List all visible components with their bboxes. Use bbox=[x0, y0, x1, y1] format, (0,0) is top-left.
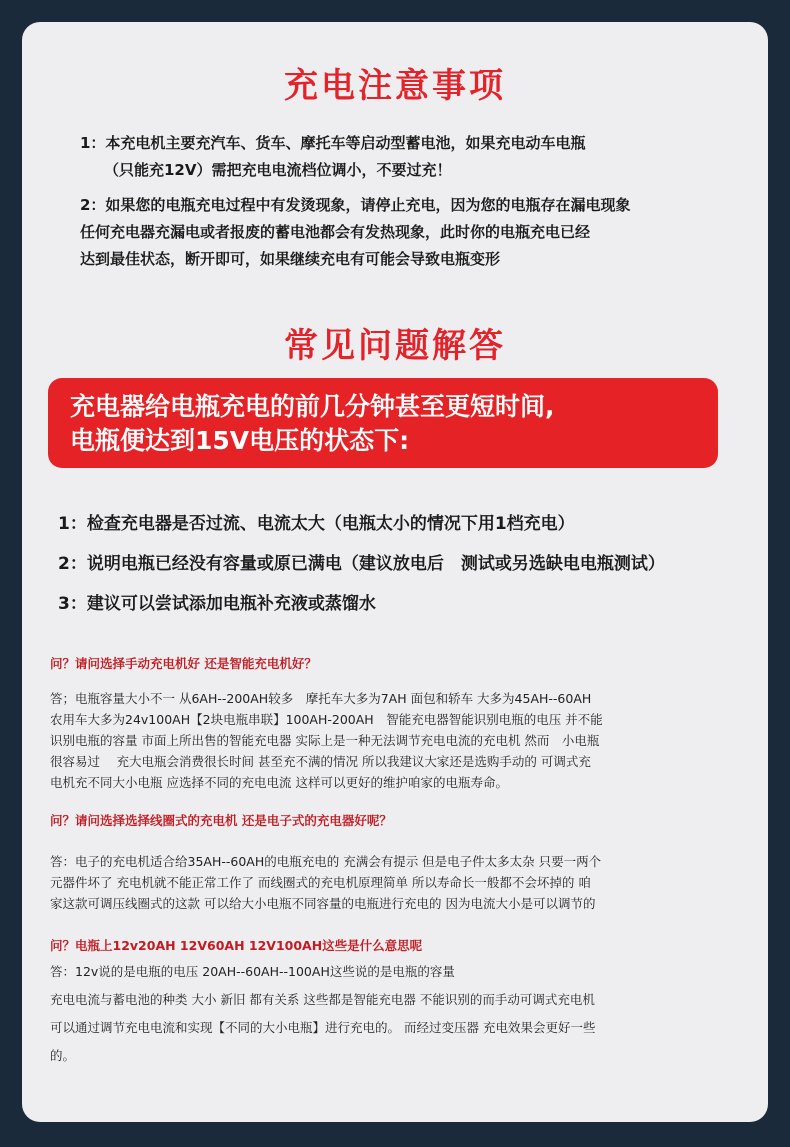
faq-question-2: 问？请问选择选择线圈式的充电机 还是电子式的充电器好呢？ bbox=[50, 813, 392, 828]
note-2-line-2: 任何充电器充漏电或者报废的蓄电池都会有发热现象，此时你的电瓶充电已经 bbox=[80, 223, 591, 241]
note-1-line-1: 1：本充电机主要充汽车、货车、摩托车等启动型蓄电池，如果充电动车电瓶 bbox=[80, 134, 586, 152]
faq-question-3: 问？电瓶上12v20AH 12V60AH 12V100AH这些是什么意思呢 bbox=[50, 938, 423, 953]
section-title-notes: 充电注意事项 bbox=[284, 66, 506, 106]
content-card bbox=[22, 22, 768, 1122]
faq-answer-3-line-2: 充电电流与蓄电池的种类 大小 新旧 都有关系 这些都是智能充电器 不能识别的而手动可调式充电机 bbox=[50, 992, 595, 1007]
check-item-1: 1：检查充电器是否过流、电流太大（电瓶太小的情况下用1档充电） bbox=[58, 514, 575, 534]
faq-answer-1-line-1: 答；电瓶容量大小不一 从6AH--200AH较多 摩托车大多为7AH 面包和轿车 大多为45AH--60AH bbox=[50, 691, 592, 706]
faq-answer-3-line-1: 答：12v说的是电瓶的电压 20AH--60AH--100AH这些说的是电瓶的容量 bbox=[50, 964, 455, 979]
faq-answer-1-line-3: 识别电瓶的容量 市面上所出售的智能充电器 实际上是一种无法调节充电电流的充电机 然而 小电瓶 bbox=[50, 733, 600, 748]
note-1 bbox=[80, 130, 750, 184]
faq-list bbox=[50, 654, 750, 1070]
note-1-line-2: （只能充12V）需把充电电流档位调小，不要过充！ bbox=[104, 161, 452, 179]
faq-answer-2-line-1: 答：电子的充电机适合给35AH--60AH的电瓶充电的 充满会有提示 但是电子件太多太杂 只要一两个 bbox=[50, 854, 602, 869]
check-list bbox=[58, 504, 758, 624]
faq-answer-2-line-2: 元器件坏了 充电机就不能正常工作了 而线圈式的充电机原理简单 所以寿命长一般都不会坏掉的 咱 bbox=[50, 875, 591, 890]
banner-line-2: 电瓶便达到15V电压的状态下: bbox=[70, 426, 410, 455]
note-2-line-1: 2：如果您的电瓶充电过程中有发烫现象，请停止充电，因为您的电瓶存在漏电现象 bbox=[80, 196, 631, 214]
faq-question-1: 问？请问选择手动充电机好 还是智能充电机好？ bbox=[50, 656, 317, 671]
highlight-banner bbox=[48, 378, 718, 468]
check-item-2: 2：说明电瓶已经没有容量或原已满电（建议放电后 测试或另选缺电电瓶测试） bbox=[58, 554, 665, 574]
banner-line-1: 充电器给电瓶充电的前几分钟甚至更短时间, bbox=[70, 392, 555, 421]
faq-answer-3-line-3: 可以通过调节充电电流和实现【不同的大小电瓶】进行充电的。 而经过变压器 充电效果会更好一些 bbox=[50, 1020, 596, 1035]
check-item-3: 3：建议可以尝试添加电瓶补充液或蒸馏水 bbox=[58, 594, 376, 614]
faq-answer-1-line-5: 电机充不同大小电瓶 应选择不同的充电电流 这样可以更好的维护咱家的电瓶寿命。 bbox=[50, 775, 508, 790]
note-2 bbox=[80, 192, 750, 273]
notes-list bbox=[80, 130, 750, 281]
faq-answer-3-line-4: 的。 bbox=[50, 1048, 76, 1063]
note-2-line-3: 达到最佳状态，断开即可，如果继续充电有可能会导致电瓶变形 bbox=[80, 250, 501, 268]
faq-answer-2-line-3: 家这款可调压线圈式的这款 可以给大小电瓶不同容量的电瓶进行充电的 因为电流大小是可以调节的 bbox=[50, 896, 596, 911]
faq-answer-1-line-4: 很容易过 充大电瓶会消费很长时间 甚至充不满的情况 所以我建议大家还是选购手动的 可调式充 bbox=[50, 754, 591, 769]
section-title-faq: 常见问题解答 bbox=[284, 326, 506, 366]
faq-answer-1-line-2: 农用车大多为24v100AH【2块电瓶串联】100AH-200AH 智能充电器智能识别电瓶的电压 并不能 bbox=[50, 712, 603, 727]
